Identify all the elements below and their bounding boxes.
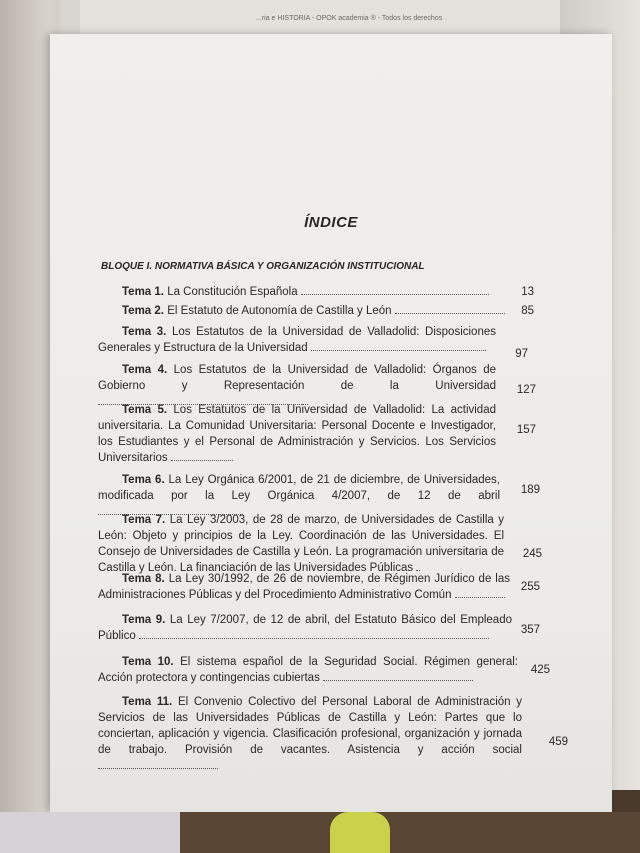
page-title: ÍNDICE bbox=[304, 214, 358, 231]
toc-label: Tema 7. bbox=[122, 514, 166, 526]
toc-entry-2 bbox=[122, 303, 534, 319]
toc-page: 127 bbox=[516, 384, 536, 396]
toc-label: Tema 5. bbox=[122, 404, 168, 416]
toc-page: 157 bbox=[516, 424, 536, 436]
toc-leader bbox=[455, 596, 505, 598]
desk-background bbox=[0, 812, 640, 853]
toc-label: Tema 3. bbox=[122, 326, 167, 338]
toc-text: Los Estatutos de la Universidad de Valladolid: La actividad universitaria. La Comunidad Universitaria: Personal Docente e Investigador, los Estudiantes y el Personal de Administración y Servicios. Los Servicios Universitarios bbox=[98, 404, 496, 464]
toc-label: Tema 10. bbox=[122, 656, 174, 668]
toc-page: 85 bbox=[521, 305, 534, 317]
toc-page: 13 bbox=[521, 286, 534, 298]
toc-entry-7 bbox=[98, 512, 542, 576]
paper-stack bbox=[0, 812, 180, 853]
toc-label: Tema 8. bbox=[122, 573, 165, 585]
toc-page: 459 bbox=[548, 736, 568, 748]
toc-page: 425 bbox=[530, 664, 550, 676]
toc-text: La Ley Orgánica 6/2001, de 21 de diciembre, de Universidades, modificada por la Ley Orgánica 4/2007, de 12 de abril bbox=[98, 474, 500, 502]
toc-text: Los Estatutos de la Universidad de Valladolid: Órganos de Gobierno y Representación de la Universidad bbox=[98, 364, 496, 392]
book-page bbox=[50, 34, 612, 812]
toc-page: 189 bbox=[520, 484, 540, 496]
toc-text: El Convenio Colectivo del Personal Laboral de Administración y Servicios de las Universidades Públicas de Castilla y León: Partes que lo conciertan, aplicación y vigencia. Clasificación profesional, organización y jornada de trabajo. Provisión de vacantes. Asistencia y acción social bbox=[98, 696, 522, 756]
toc-entry-9 bbox=[98, 612, 540, 644]
toc-text: La Ley 30/1992, de 26 de noviembre, de Régimen Jurídico de las Administraciones Públicas y del Procedimiento Administrativo Común bbox=[98, 573, 510, 601]
toc-text: La Constitución Española bbox=[167, 286, 298, 298]
toc-text: El sistema español de la Seguridad Social. Régimen general: Acción protectora y contingencias cubiertas bbox=[98, 656, 519, 684]
toc-leader bbox=[139, 637, 489, 639]
toc-leader bbox=[395, 312, 505, 314]
toc-label: Tema 11. bbox=[122, 696, 173, 708]
top-strip bbox=[80, 0, 560, 37]
toc-entry-11 bbox=[98, 694, 568, 774]
top-strip-text: ...ria e HISTORIA - OPOK academia ® - Todos los derechos bbox=[256, 15, 443, 22]
toc-label: Tema 9. bbox=[122, 614, 166, 626]
section-heading: BLOQUE I. NORMATIVA BÁSICA Y ORGANIZACIÓN INSTITUCIONAL bbox=[101, 261, 425, 272]
toc-leader bbox=[301, 293, 489, 295]
toc-entry-5 bbox=[98, 402, 536, 466]
toc-text: El Estatuto de Autonomía de Castilla y León bbox=[167, 305, 392, 317]
toc-label: Tema 1. bbox=[122, 286, 164, 298]
toc-page: 245 bbox=[522, 548, 542, 560]
toc-text: La Ley 3/2003, de 28 de marzo, de Universidades de Castilla y León: Objeto y principios de la Ley. Coordinación de las Universidades. El Consejo de Universidades de Castilla y León. La programación universitaria de Castilla y León. La financiación de las Universidades Públicas bbox=[98, 514, 504, 574]
toc-text: La Ley 7/2007, de 12 de abril, del Estatuto Básico del Empleado Público bbox=[98, 614, 512, 642]
toc-leader bbox=[171, 459, 233, 461]
yellow-object bbox=[330, 812, 390, 853]
toc-label: Tema 4. bbox=[122, 364, 168, 376]
toc-leader bbox=[323, 679, 473, 681]
toc-leader bbox=[311, 349, 486, 351]
toc-label: Tema 2. bbox=[122, 305, 164, 317]
toc-page: 97 bbox=[515, 348, 528, 360]
toc-entry-8 bbox=[98, 571, 540, 603]
toc-text: Los Estatutos de la Universidad de Valladolid: Disposiciones Generales y Estructura de la Universidad bbox=[98, 326, 496, 354]
toc-label: Tema 6. bbox=[122, 474, 165, 486]
toc-page: 255 bbox=[520, 581, 540, 593]
toc-entry-1 bbox=[122, 284, 534, 300]
toc-entry-10 bbox=[98, 654, 550, 686]
toc-page: 357 bbox=[520, 624, 540, 636]
toc-leader bbox=[98, 767, 218, 769]
toc-entry-3 bbox=[98, 324, 528, 360]
